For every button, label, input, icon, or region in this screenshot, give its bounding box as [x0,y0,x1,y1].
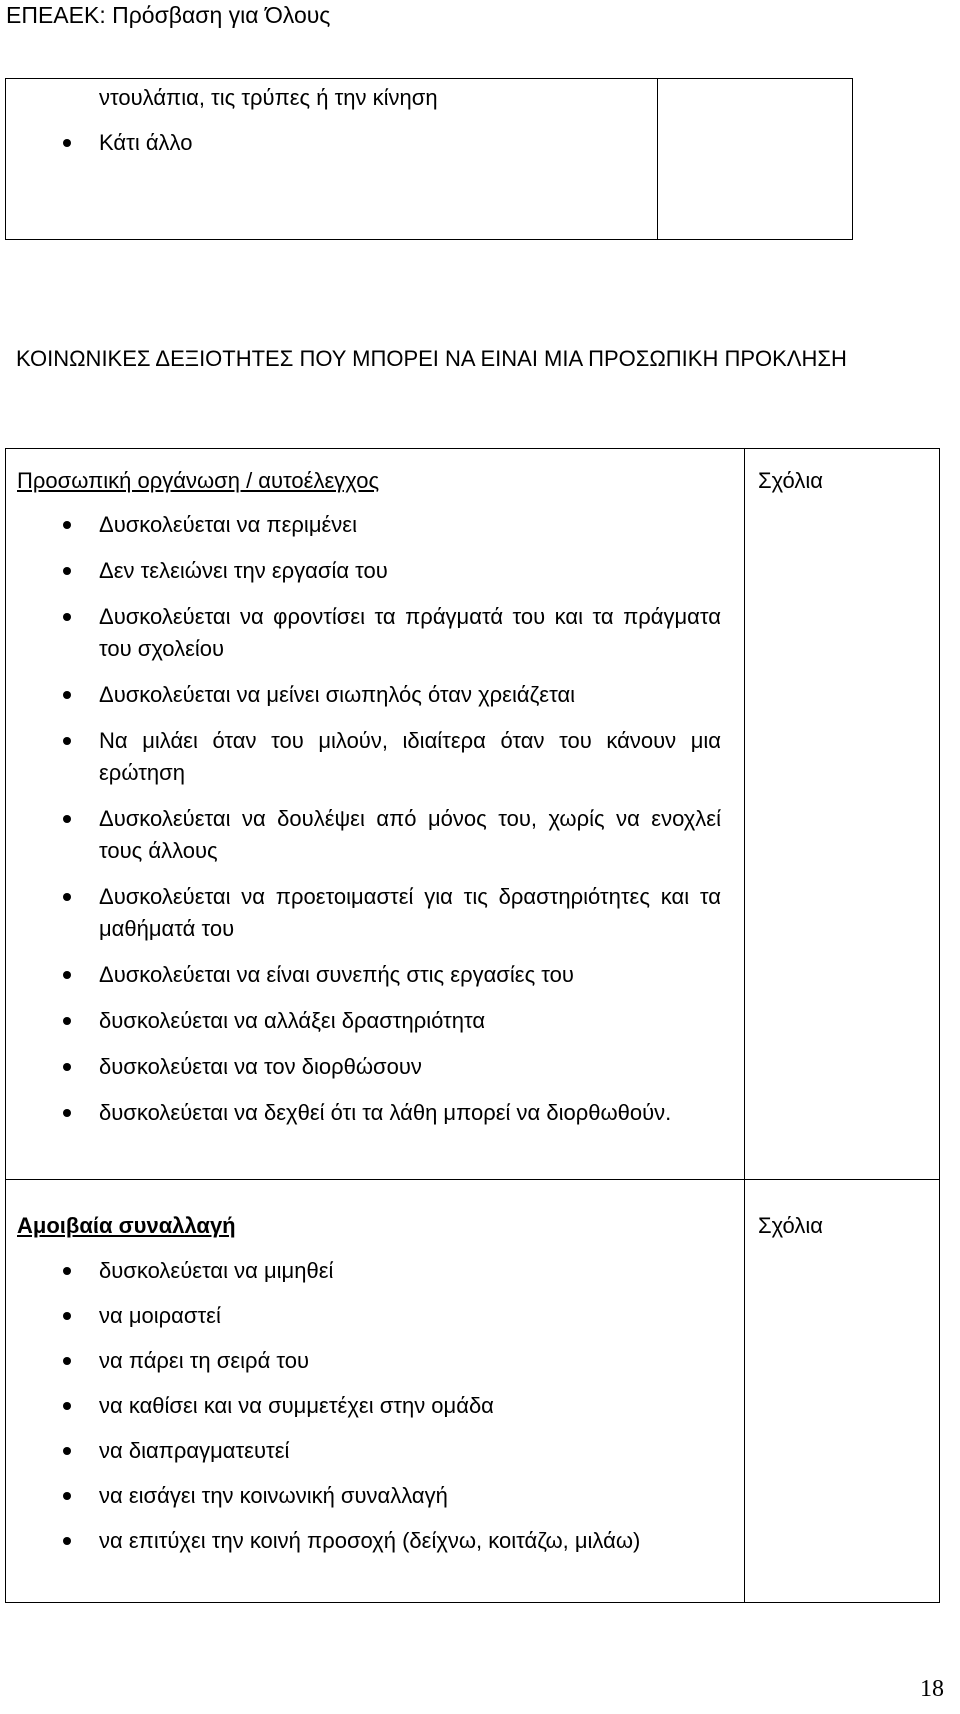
bullet-icon [63,691,71,699]
checklist [6,1255,706,1570]
bullet-icon [63,1017,71,1025]
reciprocal-interaction-table [5,1180,940,1603]
bullet-icon [63,815,71,823]
bullet-icon [63,1109,71,1117]
bullet-icon [63,1447,71,1455]
page-header-title: ΕΠΕΑΕΚ: Πρόσβαση για Όλους [6,2,331,28]
list-item: να καθίσει και να συμμετέχει στην ομάδα [6,1390,721,1422]
bullet-icon [63,613,71,621]
bullet-icon [63,1402,71,1410]
list-item: Δυσκολεύεται να μείνει σιωπηλός όταν χρειάζεται [6,679,721,711]
bullet-icon [63,1063,71,1071]
list-item: Δεν τελειώνει την εργασία του [6,555,721,587]
page-number: 18 [920,1676,944,1702]
comments-label: Σχόλια [758,1213,823,1238]
bullet-icon [63,139,71,147]
bullet-icon [63,1312,71,1320]
list-item: να επιτύχει την κοινή προσοχή (δείχνω, κοιτάζω, μιλάω) [6,1525,721,1557]
list-item: Δυσκολεύεται να δουλέψει από μόνος του, χωρίς να ενοχλεί τους άλλους [6,803,721,867]
checklist [6,509,721,1143]
list-item: ντουλάπια, τις τρύπες ή την κίνηση [99,85,438,110]
top-table-list [6,82,706,172]
comments-label: Σχόλια [758,468,823,493]
table-column-divider [744,449,745,1179]
table-title: Αμοιβαία συναλλαγή [17,1213,236,1238]
bullet-icon [63,893,71,901]
list-item: Δυσκολεύεται να είναι συνεπής στις εργασίες του [6,959,721,991]
list-item: Κάτι άλλο [6,127,721,159]
list-item: να διαπραγματευτεί [6,1435,721,1467]
list-item: δυσκολεύεται να αλλάξει δραστηριότητα [6,1005,721,1037]
list-item: δυσκολεύεται να τον διορθώσουν [6,1051,721,1083]
bullet-icon [63,1492,71,1500]
list-item: δυσκολεύεται να μιμηθεί [6,1255,721,1287]
bullet-icon [63,1267,71,1275]
list-item: να μοιραστεί [6,1300,721,1332]
top-table [5,78,853,240]
section-heading: ΚΟΙΝΩΝΙΚΕΣ ΔΕΞΙΟΤΗΤΕΣ ΠΟΥ ΜΠΟΡΕΙ ΝΑ ΕΙΝΑΙ ΜΙΑ ΠΡΟΣΩΠΙΚΗ ΠΡΟΚΛΗΣΗ [16,346,847,371]
table-column-divider [744,1180,745,1602]
bullet-icon [63,567,71,575]
list-item: Δυσκολεύεται να περιμένει [6,509,721,541]
personal-organization-table [5,448,940,1180]
list-item: Δυσκολεύεται να προετοιμαστεί για τις δραστηριότητες και τα μαθήματά του [6,881,721,945]
bullet-icon [63,1537,71,1545]
list-item: να εισάγει την κοινωνική συναλλαγή [6,1480,721,1512]
bullet-icon [63,1357,71,1365]
list-item: Να μιλάει όταν του μιλούν, ιδιαίτερα όταν του κάνουν μια ερώτηση [6,725,721,789]
table-title: Προσωπική οργάνωση / αυτοέλεγχος [17,468,380,493]
list-item: δυσκολεύεται να δεχθεί ότι τα λάθη μπορεί να διορθωθούν. [6,1097,721,1129]
bullet-icon [63,737,71,745]
bullet-icon [63,971,71,979]
bullet-icon [63,521,71,529]
list-item: Δυσκολεύεται να φροντίσει τα πράγματά του και τα πράγματα του σχολείου [6,601,721,665]
list-item: να πάρει τη σειρά του [6,1345,721,1377]
